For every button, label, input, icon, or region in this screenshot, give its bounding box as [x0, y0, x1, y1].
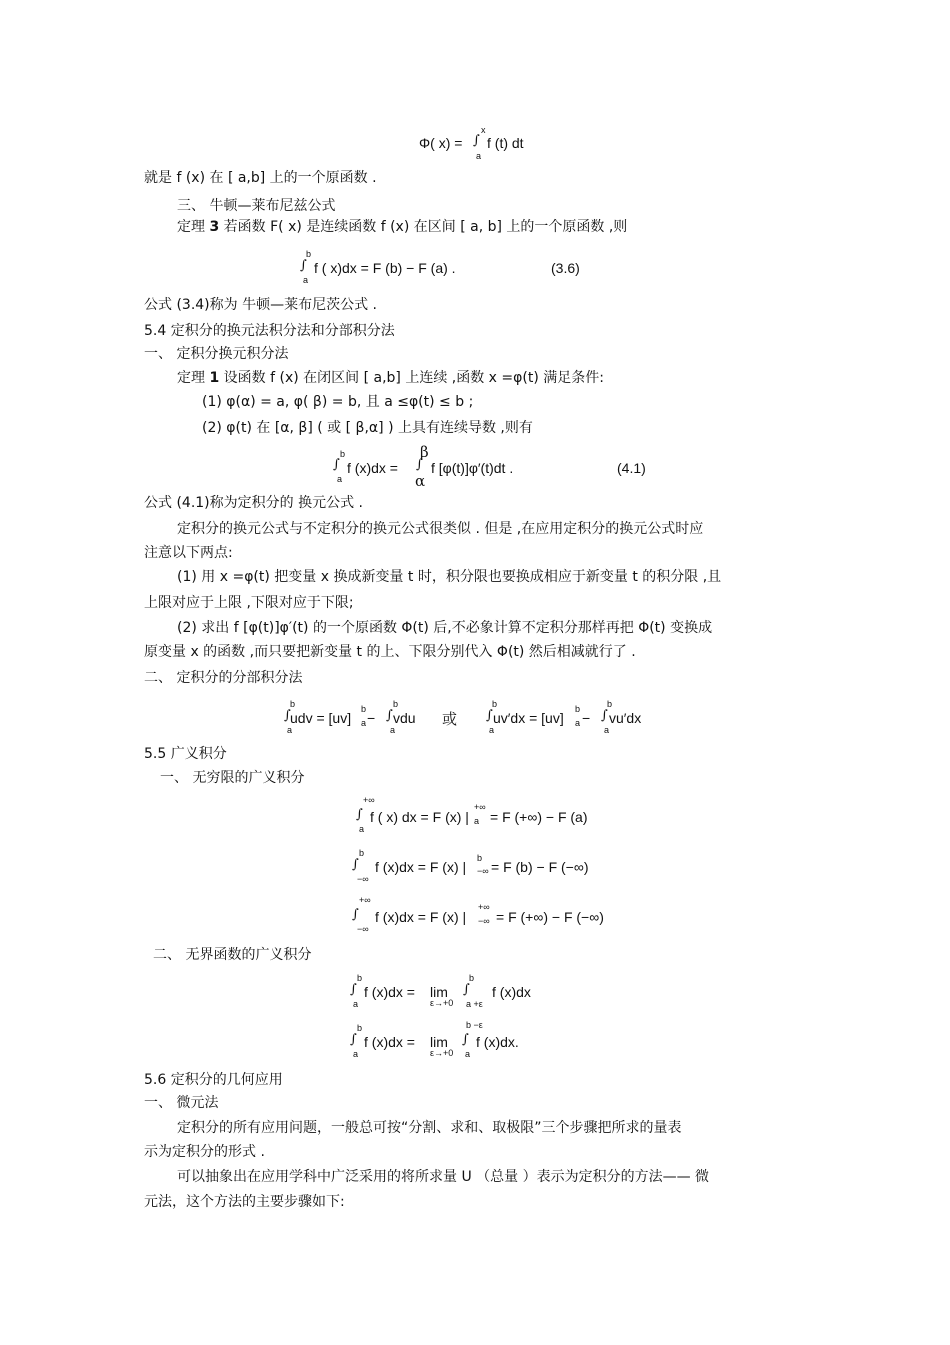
upper-limit: b −ε	[466, 1020, 483, 1030]
limit-subscript: ε→+0	[430, 1048, 454, 1058]
condition-2: (2) φ(t) 在 [α, β] ( 或 [ β,α] ) 上具有连续导数 ,则有	[202, 420, 533, 436]
paragraph: 公式 (3.4)称为 牛顿—莱布尼茨公式 .	[144, 297, 377, 313]
parts-vdu: vdu	[393, 710, 416, 726]
formula-body: f (x)dx = F (x) |	[375, 859, 467, 875]
formula-tail: = F (+∞) − F (−∞)	[496, 909, 604, 925]
phi-lhs: Φ( x) =	[419, 135, 463, 151]
lower-limit: a	[575, 718, 581, 728]
upper-limit: b	[361, 704, 367, 714]
lower-limit: a	[287, 725, 293, 735]
theorem-1	[177, 369, 604, 387]
limit-word: lim	[430, 984, 448, 1000]
lower-limit: a +ε	[466, 999, 483, 1009]
limit-word: lim	[430, 1034, 448, 1050]
upper-limit: x	[481, 125, 486, 135]
formula-tail: = F (+∞) − F (a)	[490, 809, 588, 825]
lower-limit: a	[465, 1049, 471, 1059]
upper-limit: b	[306, 249, 312, 259]
or-word: 或	[442, 711, 458, 728]
formula-rhs: f [φ(t)]φ′(t)dt .	[431, 460, 514, 476]
integral-sign: ∫	[386, 708, 393, 723]
condition-1: (1) φ(α) = a, φ( β) = b, 且 a ≤φ(t) ≤ b ;	[202, 394, 474, 410]
upper-limit: β	[420, 443, 429, 461]
integral-sign: ∫	[356, 807, 363, 822]
lower-limit: a	[476, 151, 482, 161]
integral-sign: ∫	[333, 457, 340, 472]
theorem-3	[177, 218, 627, 236]
formula-lhs: f (x)dx =	[364, 1034, 415, 1050]
upper-limit: b	[359, 848, 365, 858]
upper-limit: +∞	[359, 895, 371, 905]
integral-sign: ∫	[463, 982, 470, 997]
upper-limit: b	[290, 699, 296, 709]
upper-limit: b	[575, 704, 581, 714]
subsection-heading: 二、 定积分的分部积分法	[144, 670, 303, 686]
minus-sign: −	[582, 710, 591, 726]
lower-limit: −∞	[477, 866, 489, 876]
formula-lhs: f (x)dx =	[364, 984, 415, 1000]
paragraph: 元法，这个方法的主要步骤如下:	[144, 1194, 345, 1210]
theorem-label: 定理	[177, 219, 205, 235]
paragraph: 可以抽象出在应用学科中广泛采用的将所求量 U （总量 ）表示为定积分的方法—— 微	[177, 1169, 710, 1185]
limit-subscript: ε→+0	[430, 998, 454, 1008]
paragraph: (2) 求出 f [φ(t)]φ′(t) 的一个原函数 Φ(t) 后,不必象计算不定积分那样再把 Φ(t) 变换成	[177, 620, 713, 636]
formula-body: f ( x) dx = F (x) |	[370, 809, 469, 825]
paragraph: 公式 (4.1)称为定积分的 换元公式 .	[144, 495, 363, 511]
upper-limit: +∞	[474, 802, 486, 812]
integral-sign: ∫	[350, 1032, 357, 1047]
paragraph: 注意以下两点:	[144, 545, 233, 561]
upper-limit: +∞	[363, 795, 375, 805]
phi-rhs: f (t) dt	[487, 135, 524, 151]
lower-limit: a	[604, 725, 610, 735]
section-title: 5.4 定积分的换元法积分法和分部积分法	[144, 323, 395, 339]
paragraph: 示为定积分的形式 .	[144, 1144, 265, 1160]
paragraph: 就是 f (x) 在 [ a,b] 上的一个原函数 .	[144, 170, 377, 186]
integral-sign: ∫	[416, 457, 423, 472]
integral-sign: ∫	[352, 857, 359, 872]
lower-limit: −∞	[478, 916, 490, 926]
integral-sign: ∫	[462, 1032, 469, 1047]
parts-uvprime: uv′dx = [uv]	[493, 710, 564, 726]
integral-sign: ∫	[284, 708, 291, 723]
upper-limit: +∞	[478, 902, 490, 912]
integral-sign: ∫	[601, 708, 608, 723]
upper-limit: b	[357, 1023, 363, 1033]
integral-sign: ∫	[486, 708, 493, 723]
upper-limit: b	[340, 449, 346, 459]
theorem-text: 设函数 f (x) 在闭区间 [ a,b] 上连续 ,函数 x =φ(t) 满足条件:	[223, 370, 604, 386]
theorem-text: 若函数 F( x) 是连续函数 f (x) 在区间 [ a, b] 上的一个原函数 ,则	[223, 219, 628, 235]
minus-sign: −	[367, 710, 376, 726]
upper-limit: b	[357, 973, 363, 983]
subsection-heading: 一、 微元法	[144, 1095, 219, 1111]
formula-body: f ( x)dx = F (b) − F (a) .	[314, 260, 456, 276]
formula-lhs: f (x)dx =	[347, 460, 398, 476]
lower-limit: a	[489, 725, 495, 735]
lower-limit: a	[390, 725, 396, 735]
upper-limit: b	[393, 699, 399, 709]
lower-limit: −∞	[357, 874, 369, 884]
formula-body: f (x)dx = F (x) |	[375, 909, 467, 925]
parts-udv: udv = [uv]	[290, 710, 352, 726]
upper-limit: b	[477, 853, 483, 863]
subsection-heading: 一、 定积分换元积分法	[144, 346, 289, 362]
paragraph: 上限对应于上限 ,下限对应于下限;	[144, 595, 354, 611]
parts-vuprime: vu′dx	[609, 710, 642, 726]
paragraph: (1) 用 x =φ(t) 把变量 x 换成新变量 t 时，积分限也要换成相应于新变量 t 的积分限 ,且	[177, 569, 722, 585]
theorem-number: 3	[209, 219, 220, 235]
integral-sign: ∫	[352, 907, 359, 922]
lower-limit: a	[353, 999, 359, 1009]
lower-limit: a	[353, 1049, 359, 1059]
formula-rhs: f (x)dx	[492, 984, 531, 1000]
theorem-number: 1	[209, 370, 220, 386]
upper-limit: b	[492, 699, 498, 709]
integral-sign: ∫	[300, 258, 307, 273]
lower-limit: α	[415, 472, 426, 490]
formula-rhs: f (x)dx.	[476, 1034, 519, 1050]
lower-limit: a	[474, 816, 480, 826]
theorem-label: 定理	[177, 370, 205, 386]
paragraph: 定积分的所有应用问题，一般总可按“分割、求和、取极限”三个步骤把所求的量表	[177, 1120, 682, 1136]
section-title: 5.5 广义积分	[144, 746, 227, 762]
lower-limit: −∞	[357, 924, 369, 934]
paragraph: 定积分的换元公式与不定积分的换元公式很类似 . 但是 ,在应用定积分的换元公式时应	[177, 521, 704, 537]
section-title: 5.6 定积分的几何应用	[144, 1072, 283, 1088]
section-heading: 三、 牛顿—莱布尼兹公式	[177, 198, 336, 214]
formula-tail: = F (b) − F (−∞)	[491, 859, 589, 875]
upper-limit: b	[607, 699, 613, 709]
lower-limit: a	[361, 718, 367, 728]
subsection-heading: 二、 无界函数的广义积分	[153, 947, 312, 963]
integral-sign: ∫	[473, 133, 480, 148]
paragraph: 原变量 x 的函数 ,而只要把新变量 t 的上、下限分别代入 Φ(t) 然后相减就行了 .	[144, 644, 636, 660]
lower-limit: a	[337, 474, 343, 484]
lower-limit: a	[303, 275, 309, 285]
integral-sign: ∫	[350, 982, 357, 997]
lower-limit: a	[359, 824, 365, 834]
upper-limit: b	[469, 973, 475, 983]
equation-tag: (4.1)	[617, 460, 646, 476]
subsection-heading: 一、 无穷限的广义积分	[160, 770, 305, 786]
equation-tag: (3.6)	[551, 260, 580, 276]
